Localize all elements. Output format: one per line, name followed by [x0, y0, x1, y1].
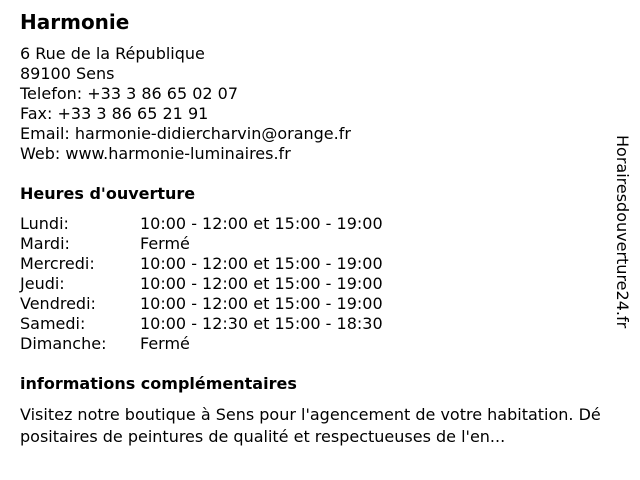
- fax-number: Fax: +33 3 86 65 21 91: [20, 104, 209, 123]
- day-label: Samedi:: [20, 314, 86, 333]
- phone-number: Telefon: +33 3 86 65 02 07: [20, 84, 239, 103]
- site-watermark: Horairesdouverture24.fr: [613, 135, 632, 329]
- day-label: Dimanche:: [20, 334, 107, 353]
- address-street: 6 Rue de la République: [20, 44, 205, 63]
- address-city: 89100 Sens: [20, 64, 115, 83]
- time-value: 10:00 - 12:00 et 15:00 - 19:00: [140, 274, 383, 293]
- additional-info-text: Visitez notre boutique à Sens pour l'agencement de votre habitation. Dépositaires de peintures de qualité et respectueuses de l'en...: [20, 405, 601, 446]
- day-label: Vendredi:: [20, 294, 96, 313]
- time-value: 10:00 - 12:00 et 15:00 - 19:00: [140, 294, 383, 313]
- business-name: Harmonie: [20, 10, 130, 34]
- day-label: Mardi:: [20, 234, 70, 253]
- time-value: 10:00 - 12:00 et 15:00 - 19:00: [140, 214, 383, 233]
- website-address: Web: www.harmonie-luminaires.fr: [20, 144, 291, 163]
- opening-hours-heading: Heures d'ouverture: [20, 184, 196, 203]
- additional-info-heading: informations complémentaires: [20, 374, 297, 393]
- day-label: Mercredi:: [20, 254, 95, 273]
- time-value: 10:00 - 12:00 et 15:00 - 19:00: [140, 254, 383, 273]
- email-address: Email: harmonie-didiercharvin@orange.fr: [20, 124, 351, 143]
- contact-block: [20, 44, 351, 164]
- day-label: Lundi:: [20, 214, 69, 233]
- day-label: Jeudi:: [20, 274, 65, 293]
- time-value: Fermé: [140, 334, 190, 353]
- time-value: Fermé: [140, 234, 190, 253]
- time-value: 10:00 - 12:30 et 15:00 - 18:30: [140, 314, 383, 333]
